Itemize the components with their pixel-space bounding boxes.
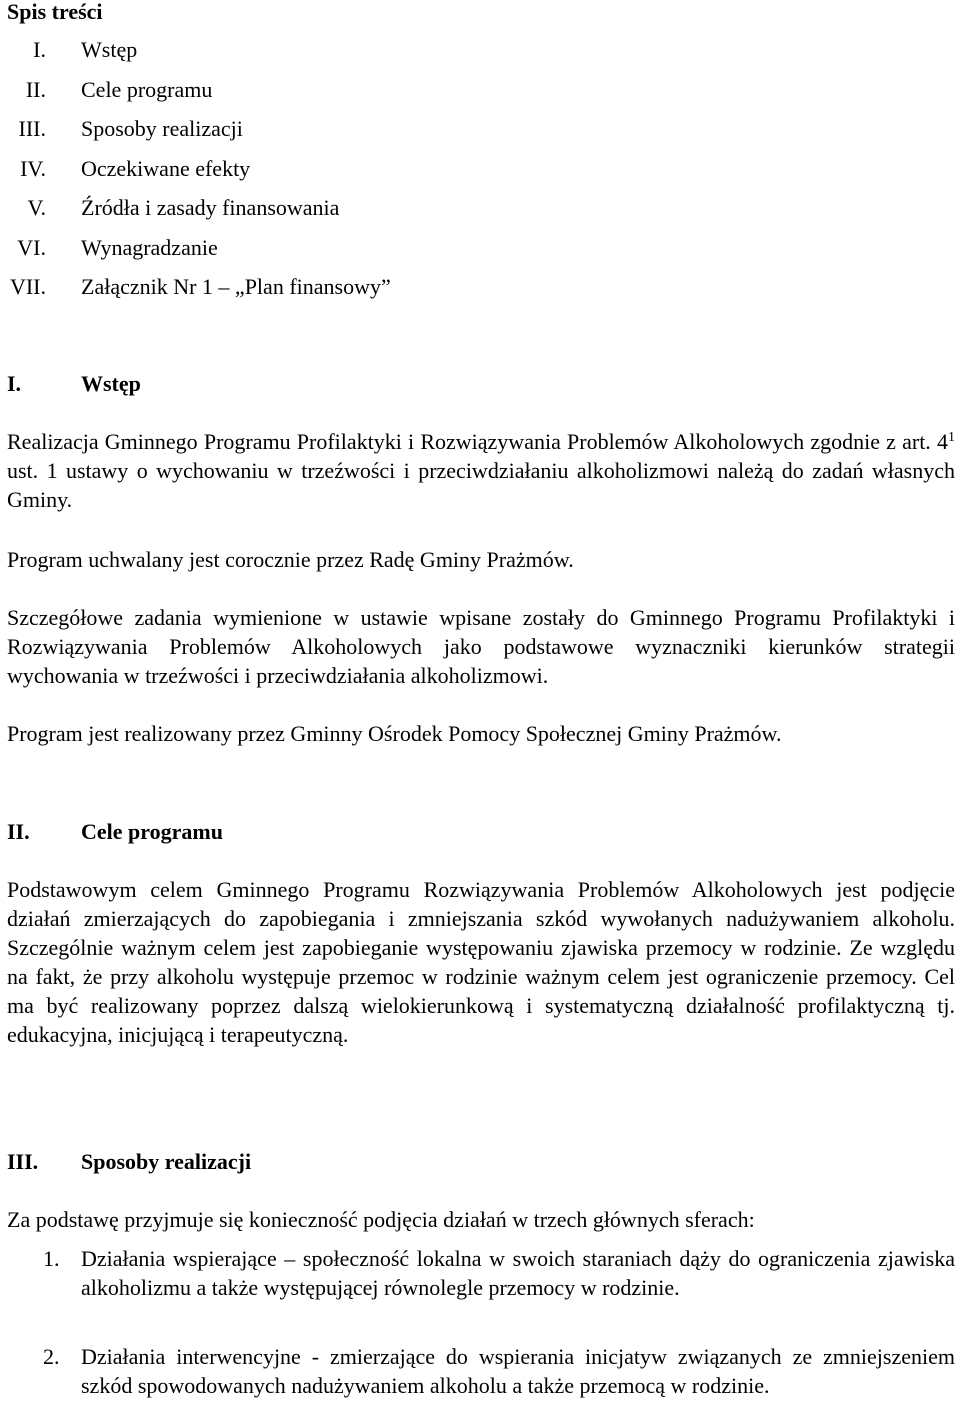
- toc-item: [0, 233, 960, 273]
- section-title: Sposoby realizacji: [81, 1149, 252, 1174]
- toc-item-label: Załącznik Nr 1 ‒ „Plan finansowy”: [81, 274, 391, 299]
- goals-paragraph: Podstawowym celem Gminnego Programu Rozwiązywania Problemów Alkoholowych jest podjęcie działań zmierzających do zapobiegania i zmniejszania szkód wywołanych nadużywaniem alkoholu. Szczególnie ważnym celem jest zapobieganie występowaniu zjawiska przemocy w rodzinie. Ze względu na fakt, że przy alkoholu występuje przemoc w rodzinie ważnym celem jest ograniczenie przemocy. Cel ma być realizowany poprzez dalszą wielokierunkową i systematyczną działalność profilaktyczną tj. edukacyjna, inicjującą i terapeutyczną.: [7, 877, 955, 1047]
- toc-item-number: VII.: [9, 274, 46, 299]
- section-number: I.: [7, 371, 22, 396]
- toc-item: [0, 35, 960, 75]
- paragraph-text: ust. 1 ustawy o wychowaniu w trzeźwości i przeciwdziałaniu alkoholizmowi należą do zadań własnych Gminy.: [7, 458, 955, 512]
- section-number: II.: [7, 819, 30, 844]
- intro-paragraph-2: Program uchwalany jest corocznie przez Radę Gminy Prażmów.: [7, 547, 574, 572]
- superscript: 1: [948, 430, 955, 445]
- intro-paragraph-4: Program jest realizowany przez Gminny Ośrodek Pomocy Społecznej Gminy Prażmów.: [7, 721, 782, 746]
- methods-intro: Za podstawę przyjmuje się konieczność podjęcia działań w trzech głównych sferach:: [7, 1207, 755, 1232]
- toc-item: [0, 272, 960, 312]
- toc-item-number: VI.: [17, 234, 46, 260]
- list-item: [7, 1342, 955, 1400]
- list-item-text: Działania interwencyjne - zmierzające do wspierania inicjatyw związanych ze zmniejszeniem szkód spowodowanych nadużywaniem alkoholu a także przemocą w rodzinie.: [81, 1344, 955, 1398]
- toc-item-number: I.: [33, 37, 46, 62]
- list-item: [7, 1244, 955, 1302]
- toc-item-label: Wstęp: [81, 37, 138, 62]
- section-title: Cele programu: [81, 819, 223, 844]
- list-item-text: Działania wspierające ‒ społeczność lokalna w swoich staraniach dąży do ograniczenia zjawiska alkoholizmu a także występującej równolegle przemocy w rodzinie.: [81, 1246, 955, 1300]
- toc-item-label: Źródła i zasady finansowania: [81, 195, 340, 220]
- intro-paragraph-1: [7, 427, 955, 514]
- toc-item: [0, 75, 960, 115]
- toc-item: [0, 193, 960, 233]
- toc-item-number: II.: [25, 76, 46, 102]
- section-heading-methods: [7, 1147, 251, 1176]
- section-heading-goals: [7, 817, 223, 846]
- list-item-number: 1.: [43, 1246, 60, 1271]
- toc-item-number: V.: [27, 195, 46, 220]
- section-title: Wstęp: [81, 371, 141, 396]
- toc-item-label: Wynagradzanie: [81, 234, 218, 260]
- methods-list: [7, 1342, 955, 1400]
- section-number: III.: [7, 1149, 39, 1174]
- toc-item: [0, 114, 960, 154]
- intro-paragraph-3: Szczegółowe zadania wymienione w ustawie wpisane zostały do Gminnego Programu Profilaktyki i Rozwiązywania Problemów Alkoholowych jako podstawowe wyznaczniki kierunków strategii wychowania w trzeźwości i przeciwdziałania alkoholizmowi.: [7, 605, 955, 688]
- paragraph-text: Realizacja Gminnego Programu Profilaktyki i Rozwiązywania Problemów Alkoholowych zgodnie z art. 4: [7, 429, 948, 454]
- section-heading-intro: [7, 369, 141, 398]
- toc-item-label: Sposoby realizacji: [81, 116, 243, 141]
- list-item-number: 2.: [43, 1344, 60, 1369]
- toc-item: [0, 154, 960, 194]
- toc-title: Spis treści: [7, 0, 103, 24]
- table-of-contents: [0, 35, 960, 312]
- toc-item-number: IV.: [20, 155, 46, 181]
- toc-item-number: III.: [18, 116, 46, 141]
- toc-item-label: Cele programu: [81, 76, 213, 102]
- methods-list: [7, 1244, 955, 1302]
- toc-item-label: Oczekiwane efekty: [81, 155, 251, 181]
